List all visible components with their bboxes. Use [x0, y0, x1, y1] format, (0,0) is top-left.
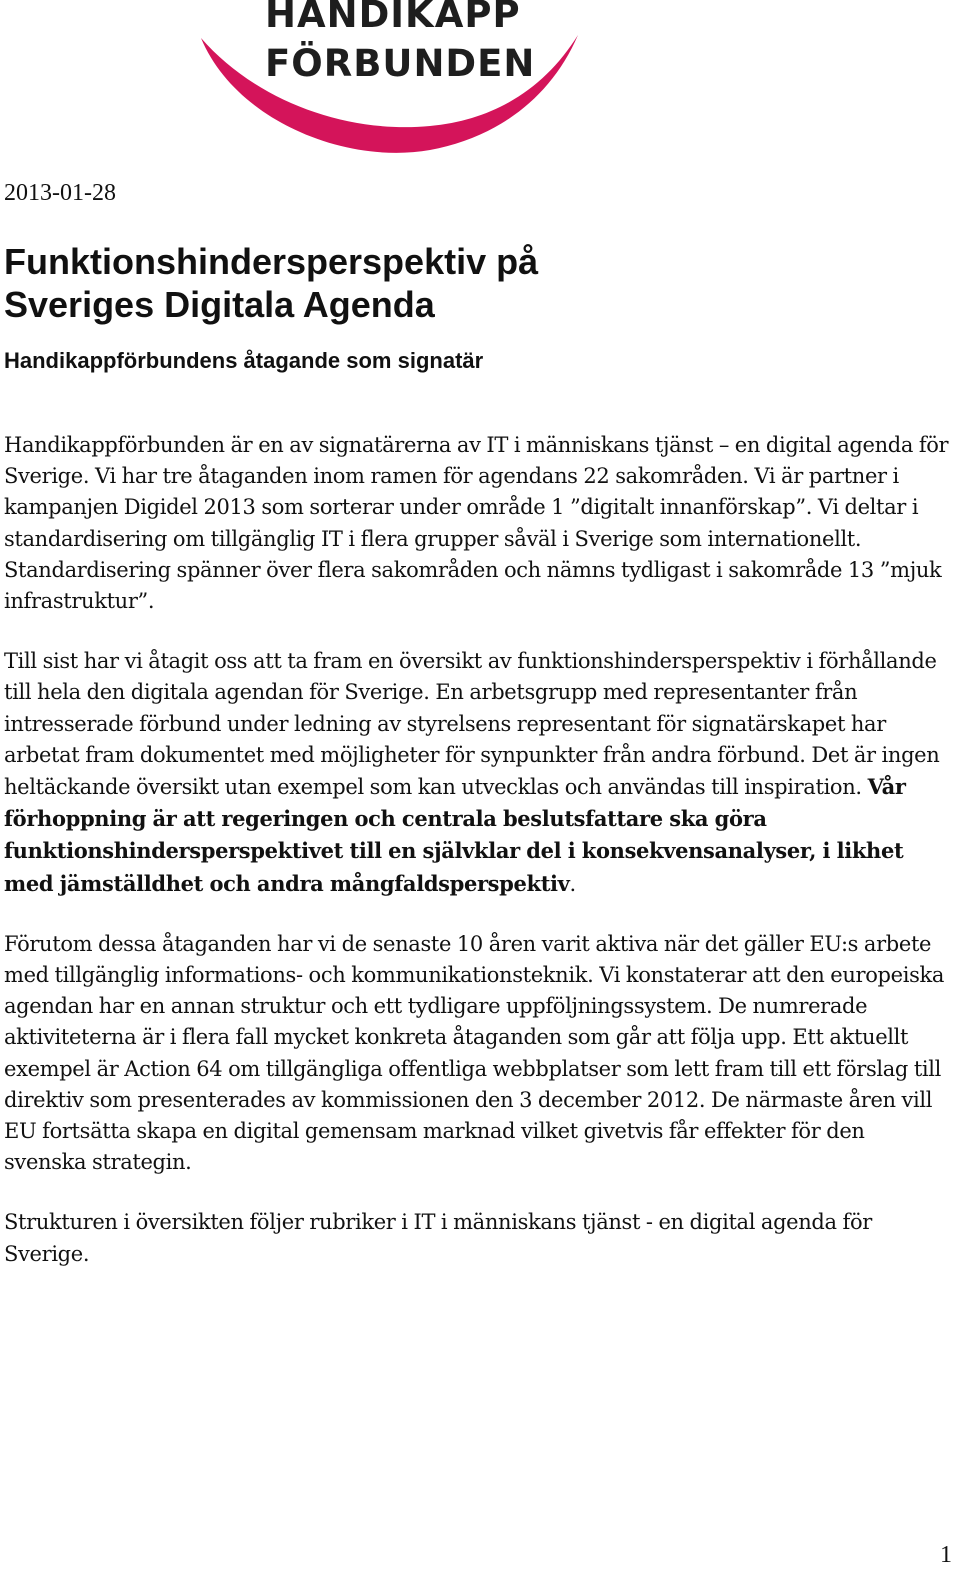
handikappforbunden-logo: [195, 0, 585, 170]
paragraph-structure: Strukturen i översikten följer rubriker i IT i människans tjänst - en digital agenda för Sverige.: [4, 1210, 872, 1266]
paragraph-overview-text: Till sist har vi åtagit oss att ta fram en översikt av funktionshindersperspektiv i förhållande till hela den digitala agendan för Sverige. En arbetsgrupp med representanter från intresserade förbund under ledning av styrelsens representant för signatärskapet har arbetat fram dokumentet med möjligheter för synpunkter från andra förbund. Det är ingen heltäckande översikt utan exempel som kan utvecklas och användas till inspiration.: [4, 649, 940, 800]
paragraph-overview: [4, 646, 949, 900]
paragraph-overview-emphasis: Vår förhoppning är att regeringen och centrala beslutsfattare ska göra funktionshindersperspektivet till en självklar del i konsekvensanalyser, i likhet med jämställdhet och andra mångfaldsperspektiv: [4, 774, 906, 896]
paragraph-commitments: Handikappförbunden är en av signatärerna av IT i människans tjänst – en digital agenda för Sverige. Vi har tre åtaganden inom ramen för agendans 22 sakområden. Vi är partner i kampanjen Digidel 2013 som sorterar under område 1 ”digitalt innanförskap”. Vi deltar i standardisering om tillgänglig IT i flera grupper såväl i Sverige som internationellt. Standardisering spänner över flera sakområden och nämns tydligast i sakområde 13 ”mjuk infrastruktur”.: [4, 433, 949, 614]
document-date: 2013-01-28: [4, 180, 116, 206]
paragraph-eu-work: Förutom dessa åtaganden har vi de senaste 10 åren varit aktiva när det gäller EU:s arbete med tillgänglig informations- och kommunikationsteknik. Vi konstaterar att den europeiska agendan har en annan struktur och ett tydligare uppföljningssystem. De numrerade aktiviteterna är i flera fall mycket konkreta åtaganden som går att följa upp. Ett aktuellt exempel är Action 64 om tillgängliga offentliga webbplatser som lett fram till ett förslag till direktiv som presenterades av kommissionen den 3 december 2012. De närmaste åren vill EU fortsätta skapa en digital gemensam marknad vilket givetvis får effekter för den svenska strategin.: [4, 931, 945, 1175]
paragraph-overview-end: .: [569, 871, 576, 896]
page-number: 1: [940, 1542, 952, 1568]
logo-text-line2: FÖRBUNDEN: [265, 42, 536, 85]
title-line1: Funktionshindersperspektiv på: [4, 241, 539, 282]
document-title: [4, 240, 704, 326]
document-body: [4, 430, 949, 1299]
title-line2: Sveriges Digitala Agenda: [4, 284, 435, 325]
document-subtitle: Handikappförbundens åtagande som signatär: [4, 348, 484, 373]
logo-text-line1: HANDIKAPP: [265, 0, 521, 36]
